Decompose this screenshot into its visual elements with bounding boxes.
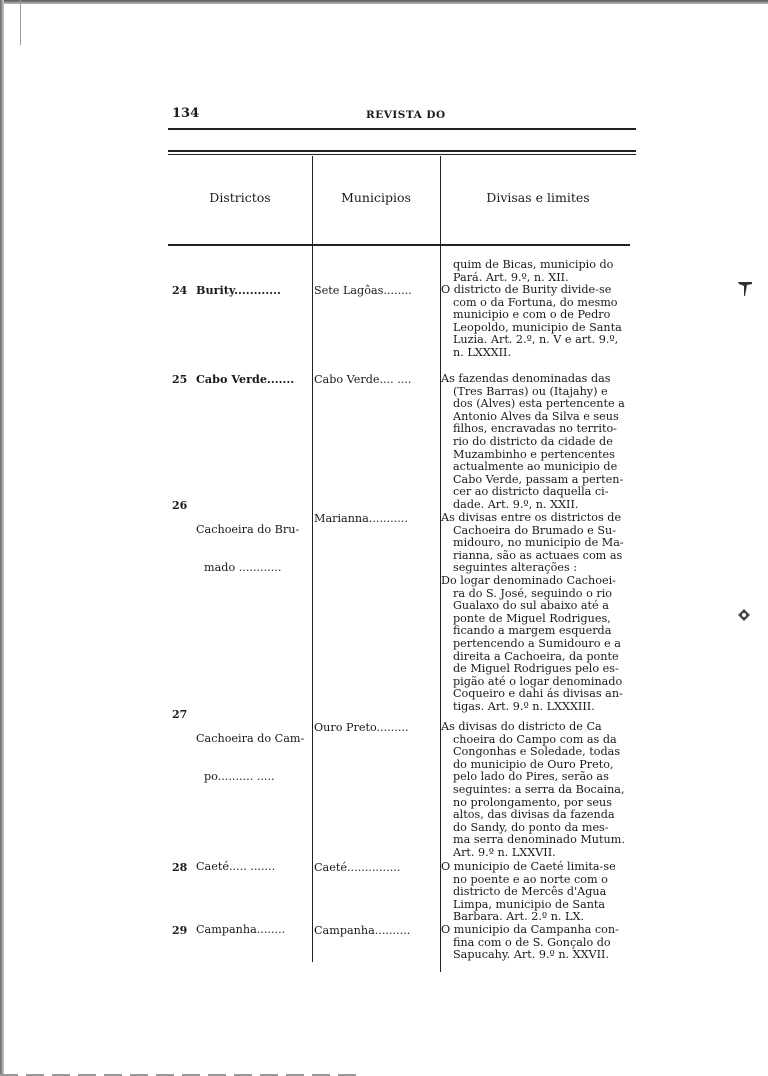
municipio-name: Ouro Preto......... [314,721,409,734]
municipio-name: Marianna........... [314,512,408,525]
municipio-name: Cabo Verde.... .... [314,373,412,386]
limits-text: O districto de Burity divide-se com o da Fortuna, do mesmo municipio e com o de Pedro Leopoldo, municipio de Santa Luzia. Art. 2.º, n. V e art. 9.º, n. LXXXII. [441,283,622,359]
column-divider [312,156,313,962]
limits-text: As divisas entre os districtos de Cachoeira do Brumado e Su- midouro, no municipio de Ma- rianna, são as actuaes com as seguintes alterações : Do logar denominado Cachoei- ra do S. José, seguindo o rio Gualaxo do sul abaixo até a ponte de Miguel Rodrigues, ficando a margem esquerda pertencendo a Sumidouro e a direita a Cachoeira, da ponte de Miguel Rodrigues pelo es- pigão até o logar denominado Coqueiro e dahi ás divisas an- tigas. Art. 9.º n. LXXXIII. [441,511,624,713]
scan-edge-left [0,0,4,1076]
limits-text: O municipio de Caeté limita-se no poente e ao norte com o districto de Mercês d'Agua Limpa, municipio de Santa Barbara. Art. 2.º n. LX. [441,860,616,924]
limits-text: O municipio da Campanha con- fina com o de S. Gonçalo do Sapucahy. Art. 9.º n. XXVII. [441,923,619,962]
scan-edge-top [0,0,768,4]
row-number: 29 [172,924,188,937]
row-number: 25 [172,373,188,386]
municipio-name: Campanha.......... [314,924,411,937]
municipio-name: Caeté............... [314,861,401,874]
running-head: REVISTA DO [366,109,446,121]
row-number: 27 [172,708,188,721]
column-header-municipios: Municipios [341,190,411,205]
row-number: 26 [172,499,188,512]
row-number: 24 [172,284,188,297]
margin-mark-icon [738,609,750,621]
continued-limits: quim de Bicas, municipio do Pará. Art. 9.º, n. XII. [453,258,614,284]
district-name: Caeté..... ....... [196,860,276,873]
scan-edge-mark [20,0,21,45]
column-header-districtos: Districtos [209,190,271,205]
page-number: 134 [172,106,200,121]
district-name: Cachoeira do Bru- mado ............ [196,523,300,574]
district-name: Campanha........ [196,923,286,936]
table-header-rule [168,244,630,246]
header-rule [168,128,636,130]
row-number: 28 [172,861,188,874]
margin-mark-icon [738,280,752,298]
column-header-divisas: Divisas e limites [486,190,590,205]
municipio-name: Sete Lagôas........ [314,284,412,297]
district-name: Cabo Verde....... [196,372,295,386]
district-name: Cachoeira do Cam- po.......... ..... [196,732,305,783]
table-top-rule [168,150,636,152]
district-name: Burity............ [196,283,281,297]
table-top-rule-inner [168,154,636,155]
limits-text: As divisas do districto de Ca choeira do Campo com as da Congonhas e Soledade, todas do municipio de Ouro Preto, pelo lado do Pires, serão as seguintes: a serra da Bocaina, no prolongamento, por seus altos, das divisas da fazenda do Sandy, do ponto da mes- ma serra denominado Mutum. Art. 9.º n. LXXVII. [441,720,625,859]
limits-text: As fazendas denominadas das (Tres Barras) ou (Itajahy) e dos (Alves) esta pertencente a Antonio Alves da Silva e seus filhos, encravadas no territo- rio do districto da cidade de Muzambinho e pertencentes actualmente ao municipio de Cabo Verde, passam a perten- cer ao districto daquella ci- dade. Art. 9.º, n. XXII. [441,372,625,511]
